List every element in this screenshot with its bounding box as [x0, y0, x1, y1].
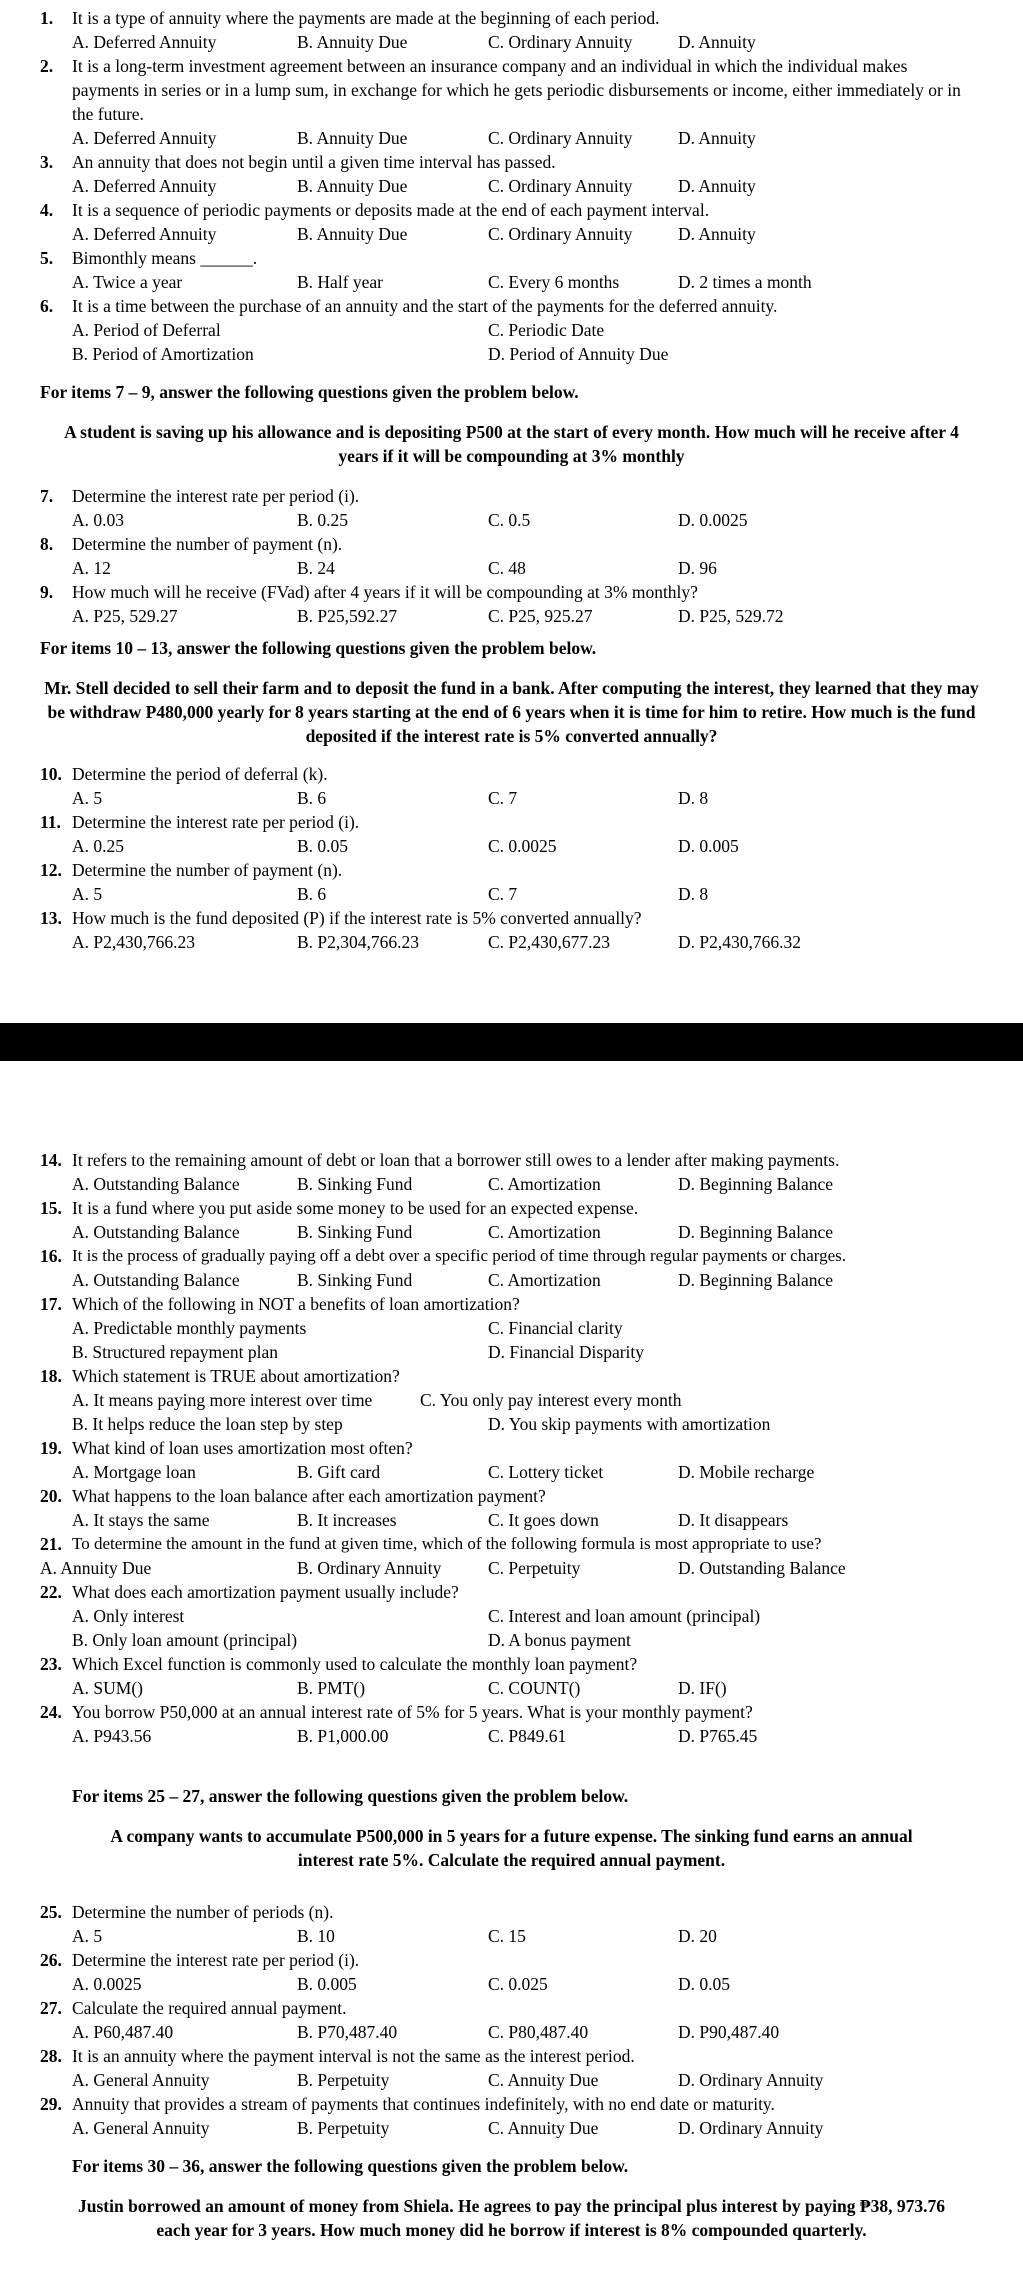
option-d[interactable]: D. 2 times a month	[678, 272, 812, 292]
option-c[interactable]: C. 0.5	[488, 510, 531, 530]
option-c[interactable]: C. Every 6 months	[488, 272, 620, 292]
section-2	[0, 1148, 1023, 2242]
question-number: 5.	[40, 248, 54, 268]
option-a[interactable]: A. Twice a year	[72, 272, 183, 292]
option-a[interactable]: A. 0.03	[72, 510, 125, 530]
question-number: 12.	[40, 860, 62, 880]
question-11	[0, 810, 1023, 858]
option-a[interactable]: A. Outstanding Balance	[72, 1270, 240, 1290]
options	[0, 2068, 1023, 2092]
option-d[interactable]: D. IF()	[678, 1678, 727, 1698]
options	[0, 1316, 1023, 1364]
option-b[interactable]: B. 10	[297, 1926, 335, 1946]
question-27	[0, 1996, 1023, 2044]
option-d[interactable]: D. Annuity	[678, 32, 756, 52]
question-number: 10.	[40, 764, 62, 784]
options	[0, 1724, 1023, 1748]
option-c[interactable]: C. You only pay interest every month	[420, 1390, 682, 1410]
question-28	[0, 2044, 1023, 2092]
option-d[interactable]: D. Beginning Balance	[678, 1174, 834, 1194]
question-text: It is a type of annuity where the payments are made at the beginning of each period.	[72, 8, 660, 28]
option-a[interactable]: A. P25, 529.27	[72, 606, 178, 626]
option-c[interactable]: C. Ordinary Annuity	[488, 224, 633, 244]
problem-statement-3: A company wants to accumulate P500,000 in 5 years for a future expense. The sinking fund earns an annual interest rate 5%. Calculate the required annual payment.	[110, 1826, 913, 1870]
question-text: Which statement is TRUE about amortization?	[72, 1366, 400, 1386]
option-b[interactable]: B. P2,304,766.23	[297, 932, 420, 952]
question-number: 14.	[40, 1150, 62, 1170]
option-b[interactable]: B. Perpetuity	[297, 2070, 390, 2090]
instruction-10-13: For items 10 – 13, answer the following questions given the problem below.	[40, 638, 597, 658]
question-15	[0, 1196, 1023, 1244]
option-c[interactable]: C. Periodic Date	[488, 320, 605, 340]
page-separator-bar	[0, 1023, 1023, 1061]
option-b[interactable]: B. 6	[297, 788, 327, 808]
option-a[interactable]: A. Outstanding Balance	[72, 1174, 240, 1194]
problem-statement-4: Justin borrowed an amount of money from Shiela. He agrees to pay the principal plus interest by paying ₱38, 973.76 each year for 3 years. How much money did he borrow if interest is 8% compounded quarterly.	[78, 2196, 945, 2240]
question-22	[0, 1580, 1023, 1652]
question-number: 16.	[40, 1246, 62, 1266]
instruction-30-36: For items 30 – 36, answer the following questions given the problem below.	[72, 2156, 629, 2176]
options	[0, 174, 1023, 198]
option-b[interactable]: B. P25,592.27	[297, 606, 398, 626]
option-b[interactable]: B. Sinking Fund	[297, 1174, 413, 1194]
options	[0, 604, 1023, 628]
question-text: What kind of loan uses amortization most often?	[72, 1438, 413, 1458]
option-c[interactable]: C. Amortization	[488, 1222, 601, 1242]
question-7	[0, 484, 1023, 532]
question-number: 13.	[40, 908, 62, 928]
option-c[interactable]: C. 0.0025	[488, 836, 557, 856]
option-b[interactable]: B. Only loan amount (principal)	[72, 1630, 298, 1650]
question-number: 9.	[40, 582, 54, 602]
question-13	[0, 906, 1023, 954]
option-d[interactable]: D. Ordinary Annuity	[678, 2118, 824, 2138]
question-text: It is a time between the purchase of an annuity and the start of the payments for the deferred annuity.	[72, 296, 778, 316]
option-b[interactable]: B. Gift card	[297, 1462, 381, 1482]
option-b[interactable]: B. Sinking Fund	[297, 1222, 413, 1242]
question-text: It is a long-term investment agreement between an insurance company and an individual in which the individual makes payments in series or in a lump sum, in exchange for which he gets periodic disbursements or income, either immediately or in the future.	[72, 56, 961, 124]
option-a[interactable]: A. It stays the same	[72, 1510, 210, 1530]
option-d[interactable]: D. It disappears	[678, 1510, 789, 1530]
option-d[interactable]: D. P25, 529.72	[678, 606, 784, 626]
option-a[interactable]: A. Deferred Annuity	[72, 176, 217, 196]
question-text: How much is the fund deposited (P) if the interest rate is 5% converted annually?	[72, 908, 642, 928]
question-text: It is a sequence of periodic payments or deposits made at the end of each payment interval.	[72, 200, 710, 220]
option-b[interactable]: B. 6	[297, 884, 327, 904]
option-b[interactable]: B. It helps reduce the loan step by step	[72, 1414, 343, 1434]
question-24	[0, 1700, 1023, 1748]
question-26	[0, 1948, 1023, 1996]
option-d[interactable]: D. 0.05	[678, 1974, 731, 1994]
options	[0, 1268, 1023, 1292]
option-d[interactable]: D. 0.0025	[678, 510, 748, 530]
option-b[interactable]: B. Annuity Due	[297, 32, 408, 52]
options	[0, 1172, 1023, 1196]
option-c[interactable]: C. 48	[488, 558, 526, 578]
question-text: It is an annuity where the payment interval is not the same as the interest period.	[72, 2046, 635, 2066]
question-3	[0, 150, 1023, 198]
question-number: 29.	[40, 2094, 62, 2114]
question-25	[0, 1900, 1023, 1948]
question-text: What does each amortization payment usually include?	[72, 1582, 459, 1602]
option-b[interactable]: B. Perpetuity	[297, 2118, 390, 2138]
option-d[interactable]: D. Period of Annuity Due	[488, 344, 669, 364]
question-number: 21.	[40, 1534, 62, 1554]
option-a[interactable]: A. Deferred Annuity	[72, 32, 217, 52]
options	[0, 318, 1023, 366]
question-17	[0, 1292, 1023, 1364]
question-number: 23.	[40, 1654, 62, 1674]
option-c[interactable]: C. Amortization	[488, 1270, 601, 1290]
option-c[interactable]: C. P25, 925.27	[488, 606, 593, 626]
question-16	[0, 1244, 1023, 1292]
option-d[interactable]: D. A bonus payment	[488, 1630, 631, 1650]
option-d[interactable]: D. Mobile recharge	[678, 1462, 815, 1482]
question-number: 24.	[40, 1702, 62, 1722]
question-6	[0, 294, 1023, 366]
question-text: Determine the number of periods (n).	[72, 1902, 334, 1922]
option-d[interactable]: D. Beginning Balance	[678, 1270, 834, 1290]
option-b[interactable]: B. Half year	[297, 272, 384, 292]
question-number: 18.	[40, 1366, 62, 1386]
question-18	[0, 1364, 1023, 1436]
question-4	[0, 198, 1023, 246]
question-8	[0, 532, 1023, 580]
question-number: 19.	[40, 1438, 62, 1458]
question-text: What happens to the loan balance after each amortization payment?	[72, 1486, 546, 1506]
option-a[interactable]: A. 5	[72, 788, 103, 808]
section-1	[0, 6, 1023, 954]
question-number: 8.	[40, 534, 54, 554]
question-text: Calculate the required annual payment.	[72, 1998, 347, 2018]
option-a[interactable]: A. 12	[72, 558, 111, 578]
question-text: An annuity that does not begin until a given time interval has passed.	[72, 152, 556, 172]
options	[0, 270, 1023, 294]
question-text: Determine the period of deferral (k).	[72, 764, 328, 784]
question-19	[0, 1436, 1023, 1484]
option-c[interactable]: C. 0.025	[488, 1974, 548, 1994]
option-d[interactable]: D. Annuity	[678, 224, 756, 244]
question-number: 11.	[40, 812, 61, 832]
option-b[interactable]: B. Annuity Due	[297, 176, 408, 196]
option-c[interactable]: C. P849.61	[488, 1726, 567, 1746]
question-23	[0, 1652, 1023, 1700]
question-number: 28.	[40, 2046, 62, 2066]
option-c[interactable]: C. Ordinary Annuity	[488, 128, 633, 148]
option-a[interactable]: A. Mortgage loan	[72, 1462, 196, 1482]
option-c[interactable]: C. Ordinary Annuity	[488, 176, 633, 196]
option-d[interactable]: D. 8	[678, 884, 709, 904]
problem-statement-2: Mr. Stell decided to sell their farm and to deposit the fund in a bank. After computing the interest, they learned that they may be withdraw P480,000 yearly for 8 years starting at the end of 6 years when it is time for him to retire. How much is the fund deposited if the interest rate is 5% converted annually?	[44, 678, 979, 746]
question-number: 26.	[40, 1950, 62, 1970]
question-text: Determine the interest rate per period (i).	[72, 812, 360, 832]
option-d[interactable]: D. 8	[678, 788, 709, 808]
options	[0, 930, 1023, 954]
option-c[interactable]: C. Ordinary Annuity	[488, 32, 633, 52]
question-21	[0, 1532, 1023, 1580]
option-d[interactable]: D. Annuity	[678, 128, 756, 148]
question-text: Annuity that provides a stream of payments that continues indefinitely, with no end date or maturity.	[72, 2094, 775, 2114]
option-d[interactable]: D. P2,430,766.32	[678, 932, 801, 952]
option-a[interactable]: A. It means paying more interest over time	[72, 1390, 373, 1410]
option-a[interactable]: A. Annuity Due	[40, 1558, 152, 1578]
options	[0, 1676, 1023, 1700]
question-text: Determine the interest rate per period (i).	[72, 486, 360, 506]
option-a[interactable]: A. P60,487.40	[72, 2022, 174, 2042]
question-text: To determine the amount in the fund at given time, which of the following formula is most appropriate to use?	[72, 1534, 822, 1553]
options	[0, 2020, 1023, 2044]
option-c[interactable]: C. Interest and loan amount (principal)	[488, 1606, 761, 1626]
options	[0, 2116, 1023, 2140]
question-number: 4.	[40, 200, 54, 220]
question-number: 20.	[40, 1486, 62, 1506]
option-a[interactable]: A. 0.25	[72, 836, 125, 856]
options	[0, 1556, 1023, 1580]
instruction-25-27: For items 25 – 27, answer the following questions given the problem below.	[72, 1786, 629, 1806]
option-b[interactable]: B. 0.25	[297, 510, 349, 530]
option-c[interactable]: C. P80,487.40	[488, 2022, 589, 2042]
options	[0, 1508, 1023, 1532]
option-d[interactable]: D. You skip payments with amortization	[488, 1414, 771, 1434]
option-c[interactable]: C. 7	[488, 884, 518, 904]
option-b[interactable]: B. 0.05	[297, 836, 349, 856]
question-2	[0, 54, 1023, 150]
question-text: Which Excel function is commonly used to calculate the monthly loan payment?	[72, 1654, 638, 1674]
options	[0, 508, 1023, 532]
option-d[interactable]: D. Ordinary Annuity	[678, 2070, 824, 2090]
options	[0, 786, 1023, 810]
option-a[interactable]: A. Deferred Annuity	[72, 224, 217, 244]
option-b[interactable]: B. It increases	[297, 1510, 397, 1530]
problem-statement-1: A student is saving up his allowance and is depositing P500 at the start of every month. How much will he receive after 4 years if it will be compounding at 3% monthly	[64, 422, 959, 466]
option-a[interactable]: A. 0.0025	[72, 1974, 142, 1994]
question-text: It refers to the remaining amount of debt or loan that a borrower still owes to a lender after making payments.	[72, 1150, 840, 1170]
option-d[interactable]: D. Financial Disparity	[488, 1342, 645, 1362]
option-a[interactable]: A. Outstanding Balance	[72, 1222, 240, 1242]
options	[0, 1460, 1023, 1484]
option-b[interactable]: B. P70,487.40	[297, 2022, 398, 2042]
options	[0, 882, 1023, 906]
option-c[interactable]: C. P2,430,677.23	[488, 932, 611, 952]
question-5	[0, 246, 1023, 294]
option-b[interactable]: B. 0.005	[297, 1974, 357, 1994]
question-text: Determine the number of payment (n).	[72, 860, 343, 880]
option-b[interactable]: B. PMT()	[297, 1678, 366, 1698]
instruction-7-9: For items 7 – 9, answer the following questions given the problem below.	[40, 382, 579, 402]
question-number: 7.	[40, 486, 54, 506]
question-text: Which of the following in NOT a benefits of loan amortization?	[72, 1294, 520, 1314]
options	[0, 834, 1023, 858]
question-number: 27.	[40, 1998, 62, 2018]
options	[0, 556, 1023, 580]
question-text: How much will he receive (FVad) after 4 years if it will be compounding at 3% monthly?	[72, 582, 698, 602]
option-a[interactable]: A. Only interest	[72, 1606, 185, 1626]
question-text: It is a fund where you put aside some money to be used for an expected expense.	[72, 1198, 639, 1218]
question-text: Determine the interest rate per period (i).	[72, 1950, 360, 1970]
options	[0, 30, 1023, 54]
option-d[interactable]: D. 0.005	[678, 836, 739, 856]
question-text: Bimonthly means ______.	[72, 248, 258, 268]
options	[0, 1924, 1023, 1948]
question-number: 17.	[40, 1294, 62, 1314]
option-c[interactable]: C. Lottery ticket	[488, 1462, 604, 1482]
option-a[interactable]: A. SUM()	[72, 1678, 143, 1698]
option-b[interactable]: B. Period of Amortization	[72, 344, 254, 364]
question-14	[0, 1148, 1023, 1196]
option-a[interactable]: A. Predictable monthly payments	[72, 1318, 307, 1338]
option-d[interactable]: D. 96	[678, 558, 717, 578]
option-a[interactable]: A. Deferred Annuity	[72, 128, 217, 148]
question-number: 2.	[40, 56, 54, 76]
option-c[interactable]: C. 7	[488, 788, 518, 808]
option-a[interactable]: A. General Annuity	[72, 2118, 210, 2138]
question-number: 3.	[40, 152, 54, 172]
option-d[interactable]: D. Beginning Balance	[678, 1222, 834, 1242]
question-number: 15.	[40, 1198, 62, 1218]
option-c[interactable]: C. Financial clarity	[488, 1318, 623, 1338]
question-text: You borrow P50,000 at an annual interest rate of 5% for 5 years. What is your monthly payment?	[72, 1702, 753, 1722]
option-c[interactable]: C. Annuity Due	[488, 2118, 599, 2138]
question-number: 22.	[40, 1582, 62, 1602]
option-b[interactable]: B. P1,000.00	[297, 1726, 389, 1746]
option-a[interactable]: A. Period of Deferral	[72, 320, 221, 340]
option-a[interactable]: A. General Annuity	[72, 2070, 210, 2090]
options	[0, 1972, 1023, 1996]
option-b[interactable]: B. Annuity Due	[297, 224, 408, 244]
question-12	[0, 858, 1023, 906]
option-c[interactable]: C. Amortization	[488, 1174, 601, 1194]
option-c[interactable]: C. It goes down	[488, 1510, 599, 1530]
question-text: Determine the number of payment (n).	[72, 534, 343, 554]
question-10	[0, 762, 1023, 810]
question-1	[0, 6, 1023, 54]
option-a[interactable]: A. P943.56	[72, 1726, 152, 1746]
option-c[interactable]: C. Annuity Due	[488, 2070, 599, 2090]
option-a[interactable]: A. 5	[72, 1926, 103, 1946]
option-b[interactable]: B. Sinking Fund	[297, 1270, 413, 1290]
option-b[interactable]: B. Structured repayment plan	[72, 1342, 279, 1362]
option-b[interactable]: B. Ordinary Annuity	[297, 1558, 442, 1578]
question-text: It is the process of gradually paying off a debt over a specific period of time through regular payments or charges.	[72, 1246, 847, 1265]
option-c[interactable]: C. COUNT()	[488, 1678, 581, 1698]
option-b[interactable]: B. Annuity Due	[297, 128, 408, 148]
question-number: 6.	[40, 296, 54, 316]
option-a[interactable]: A. P2,430,766.23	[72, 932, 195, 952]
option-c[interactable]: C. 15	[488, 1926, 526, 1946]
options	[0, 1604, 1023, 1652]
option-d[interactable]: D. Annuity	[678, 176, 756, 196]
options	[0, 1220, 1023, 1244]
option-d[interactable]: D. P765.45	[678, 1726, 758, 1746]
option-d[interactable]: D. P90,487.40	[678, 2022, 780, 2042]
question-9	[0, 580, 1023, 628]
option-c[interactable]: C. Perpetuity	[488, 1558, 581, 1578]
option-d[interactable]: D. 20	[678, 1926, 717, 1946]
options	[0, 222, 1023, 246]
options	[0, 1388, 1023, 1436]
option-b[interactable]: B. 24	[297, 558, 335, 578]
question-number: 1.	[40, 8, 54, 28]
option-d[interactable]: D. Outstanding Balance	[678, 1558, 846, 1578]
question-number: 25.	[40, 1902, 62, 1922]
question-29	[0, 2092, 1023, 2140]
question-20	[0, 1484, 1023, 1532]
options	[0, 126, 1023, 150]
option-a[interactable]: A. 5	[72, 884, 103, 904]
